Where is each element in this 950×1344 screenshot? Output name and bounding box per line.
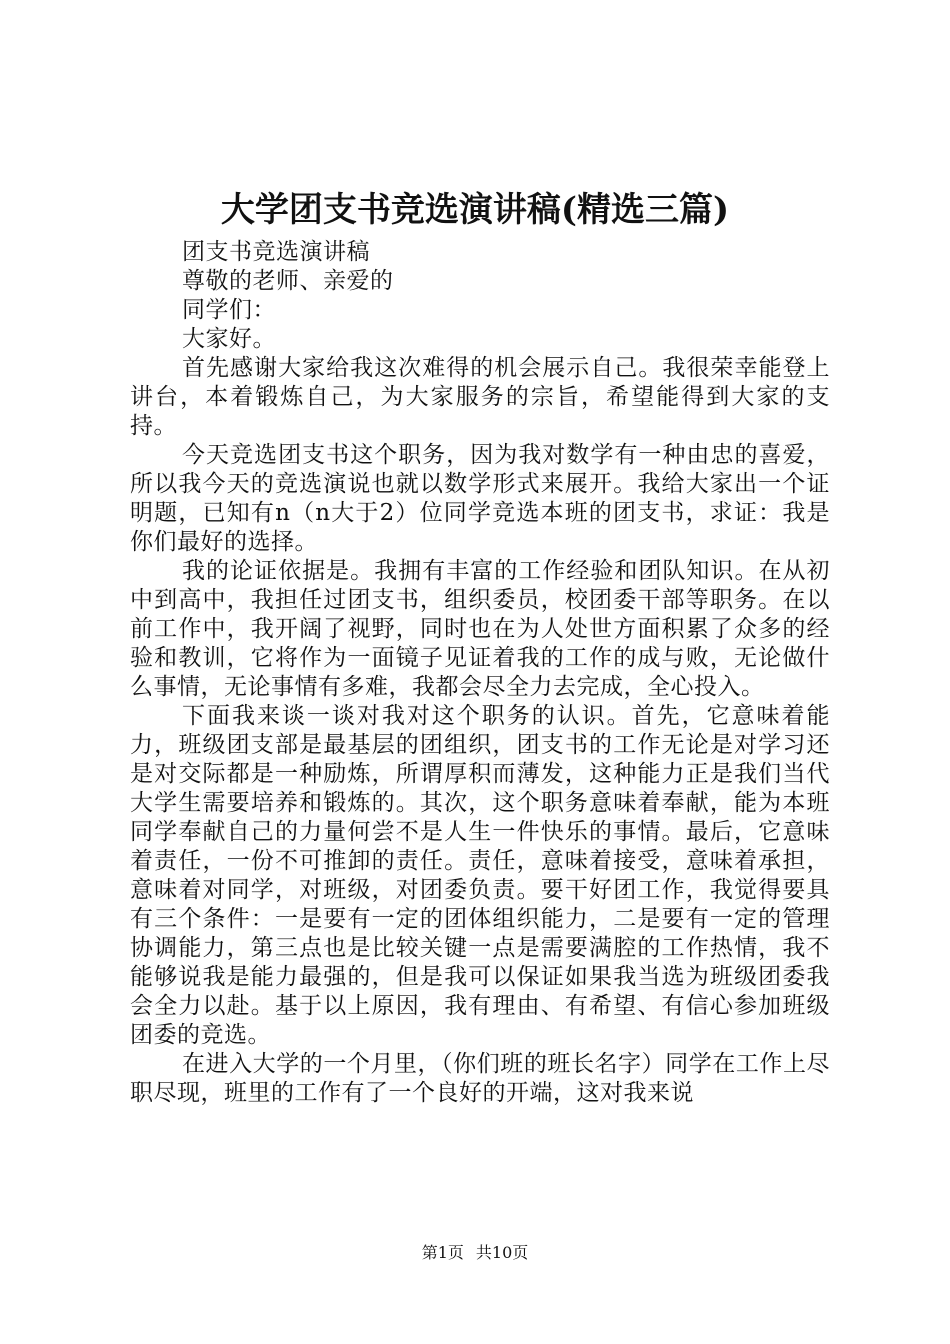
paragraph-salutation-2: 同学们： bbox=[182, 297, 276, 323]
paragraph: 下面我来谈一谈对我对这个职务的认识。首先，它意味着能力，班级团支部是最基层的团组织，团支书的工作无论是对学习还是对交际都是一种励炼，所谓厚积而薄发，这种能力正是我们当代大学生需要培养和锻炼的。其次，这个职务意味着奉献，能为本班同学奉献自己的力量何尝不是人生一件快乐的事情。最后，它意味着责任，一份不可推卸的责任。责任，意味着接受，意味着承担，意味着对同学，对班级，对团委负责。要干好团工作，我觉得要具有三个条件：一是要有一定的团体组织能力，二是要有一定的管理协调能力，第三点也是比较关键一点是需要满腔的工作热情，我不能够说我是能力最强的，但是我可以保证如果我当选为班级团委我会全力以赴。基于以上原因，我有理由、有希望、有信心参加班级团委的竞选。 bbox=[130, 703, 830, 1048]
page-total: 共10页 bbox=[475, 1243, 529, 1262]
page-number: 第1页 bbox=[421, 1243, 464, 1262]
paragraph: 在进入大学的一个月里，（你们班的班长名字）同学在工作上尽职尽现，班里的工作有了一个良好的开端，这对我来说 bbox=[130, 1051, 830, 1106]
paragraph-greeting: 大家好。 bbox=[182, 326, 276, 352]
document-body bbox=[130, 238, 830, 1108]
document-title: 大学团支书竞选演讲稿(精选三篇) bbox=[220, 190, 730, 230]
paragraph-salutation-1: 尊敬的老师、亲爱的 bbox=[182, 268, 394, 294]
paragraph: 首先感谢大家给我这次难得的机会展示自己。我很荣幸能登上讲台，本着锻炼自己，为大家服务的宗旨，希望能得到大家的支持。 bbox=[130, 355, 830, 439]
paragraph-heading: 团支书竞选演讲稿 bbox=[182, 239, 370, 265]
paragraph: 今天竞选团支书这个职务，因为我对数学有一种由忠的喜爱，所以我今天的竞选演说也就以数学形式来展开。我给大家出一个证明题，已知有n（n大于2）位同学竞选本班的团支书，求证：我是你们最好的选择。 bbox=[130, 442, 830, 555]
page-footer bbox=[0, 1242, 950, 1264]
paragraph: 我的论证依据是。我拥有丰富的工作经验和团队知识。在从初中到高中，我担任过团支书，组织委员，校团委干部等职务。在以前工作中，我开阔了视野，同时也在为人处世方面积累了众多的经验和教训，它将作为一面镜子见证着我的工作的成与败，无论做什么事情，无论事情有多难，我都会尽全力去完成，全心投入。 bbox=[130, 558, 830, 700]
